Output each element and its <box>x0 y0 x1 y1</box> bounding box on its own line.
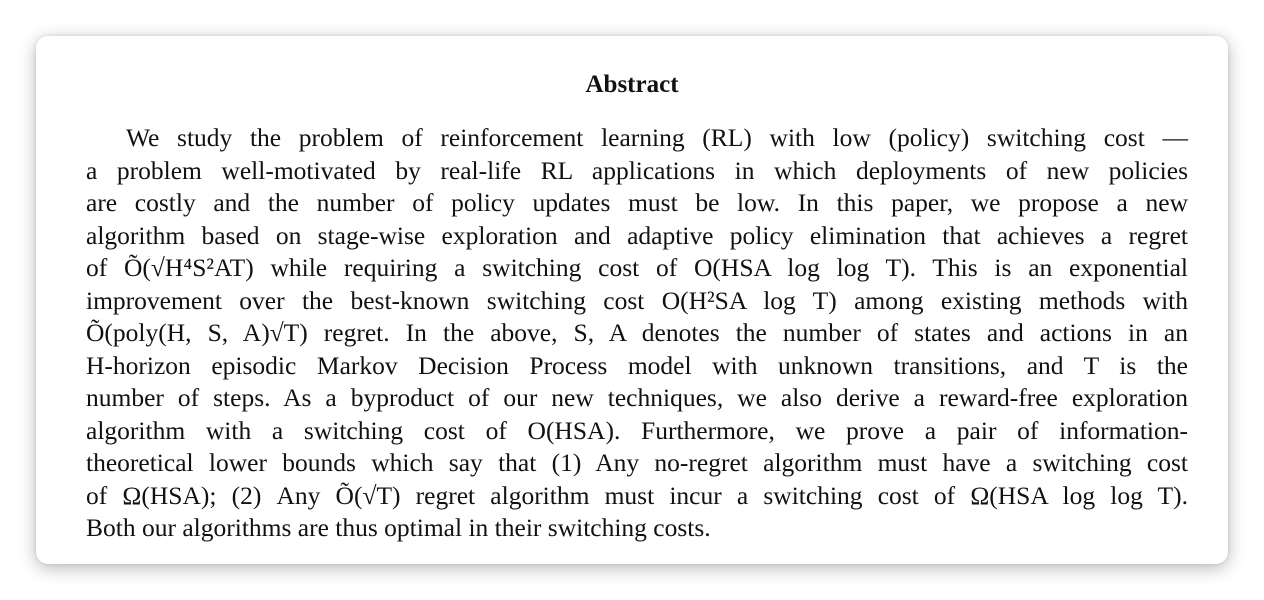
abstract-line: Õ(poly(H, S, A)√T) regret. In the above, S, A denotes the number of states and actions in an <box>86 318 1188 347</box>
abstract-line: theoretical lower bounds which say that (1) Any no-regret algorithm must have a switching cost <box>86 448 1188 477</box>
abstract-line: of Ω(HSA); (2) Any Õ(√T) regret algorithm must incur a switching cost of Ω(HSA log log T). <box>86 480 1188 510</box>
abstract-line: are costly and the number of policy updates must be low. In this paper, we propose a new <box>86 188 1188 217</box>
abstract-line: improvement over the best-known switching cost O(H²SA log T) among existing methods with <box>86 285 1188 315</box>
abstract-card <box>36 36 1228 564</box>
abstract-line: number of steps. As a byproduct of our new techniques, we also derive a reward-free exploration <box>86 383 1188 412</box>
abstract-line: a problem well-motivated by real-life RL applications in which deployments of new policies <box>86 155 1188 185</box>
abstract-body <box>86 122 1188 545</box>
abstract-line: H-horizon episodic Markov Decision Process model with unknown transitions, and T is the <box>86 350 1188 380</box>
abstract-line: We study the problem of reinforcement learning (RL) with low (policy) switching cost — <box>126 123 1188 152</box>
abstract-line: algorithm with a switching cost of O(HSA). Furthermore, we prove a pair of information- <box>86 415 1188 445</box>
abstract-line: algorithm based on stage-wise exploration and adaptive policy elimination that achieves a regret <box>86 220 1188 250</box>
abstract-title: Abstract <box>585 71 679 98</box>
abstract-line: Both our algorithms are thus optimal in their switching costs. <box>86 513 711 542</box>
abstract-line: of Õ(√H⁴S²AT) while requiring a switching cost of O(HSA log log T). This is an exponential <box>86 253 1188 282</box>
